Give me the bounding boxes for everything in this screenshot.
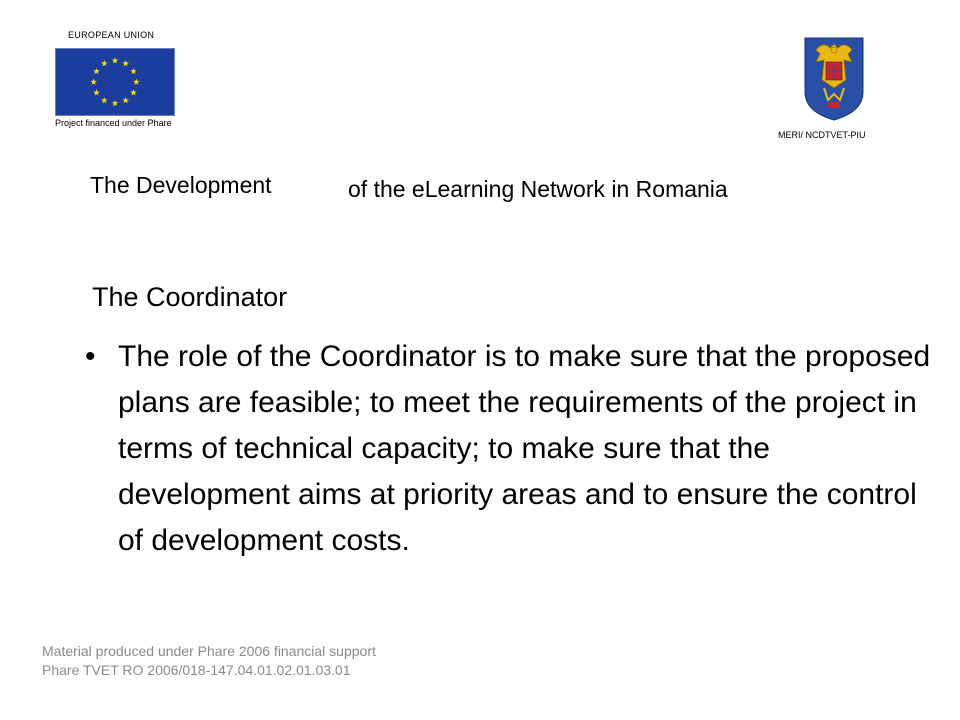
- bullet-point: •: [85, 340, 96, 373]
- ministry-label: MERI/ NCDTVET-PIU: [778, 130, 866, 140]
- eu-label: EUROPEAN UNION: [68, 30, 155, 40]
- slide-title-part2: of the eLearning Network in Romania: [348, 176, 728, 202]
- romanian-coat-of-arms-icon: [802, 36, 866, 122]
- footer: [42, 642, 376, 680]
- footer-line-2: Phare TVET RO 2006/018-147.04.01.02.01.03.01: [42, 662, 351, 678]
- eu-flag-icon: [55, 48, 175, 116]
- bullet-text: The role of the Coordinator is to make sure that the proposed plans are feasible; to meet the requirements of the project in terms of technical capacity; to make sure that the development aims at priority areas and to ensure the control of development costs.: [118, 340, 931, 557]
- slide-subheading: The Coordinator: [92, 282, 288, 312]
- footer-line-1: Material produced under Phare 2006 financial support: [42, 643, 376, 659]
- project-financed-label: Project financed under Phare: [55, 118, 172, 128]
- slide-title-part1: The Development: [90, 172, 272, 198]
